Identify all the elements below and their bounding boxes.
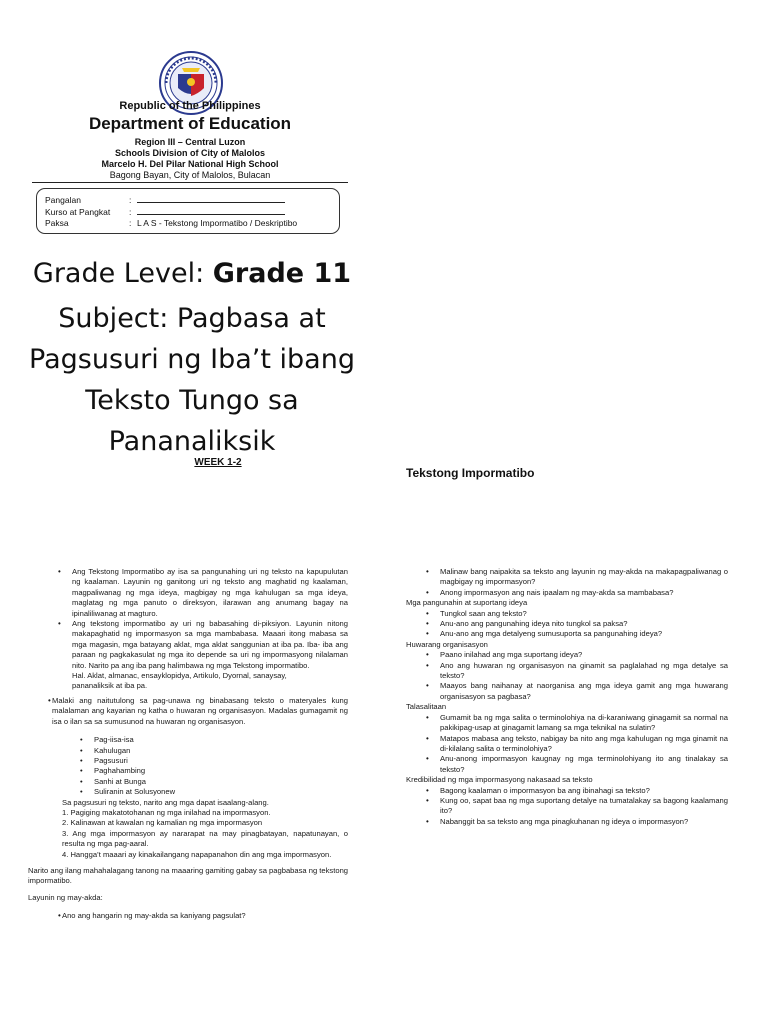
question-bullet: • Gumamit ba ng mga salita o terminolohiya na di-karaniwang ginagamit sa normal na pakikipag-usap at ginagamit lamang sa mga teknikal na sulatin?: [406, 713, 728, 734]
question-bullet: • Matapos mabasa ang teksto, nabigay ba nito ang mga kahulugan ng mga ginamit na di-kilalang salita o terminolohiya?: [406, 734, 728, 755]
header-republic: Republic of the Philippines: [119, 100, 261, 112]
header-address: Bagong Bayan, City of Malolos, Bulacan: [109, 170, 271, 180]
org-pattern-item: • Pag-iisa-isa: [70, 735, 348, 745]
question-bullet: • Tungkol saan ang teksto?: [406, 609, 728, 619]
question-bullet: • Ano ang hangarin ng may-akda sa kaniyang pagsulat?: [50, 911, 348, 921]
question-bullet: • Anu-anong impormasyon kaugnay ng mga terminolohiyang ito ang tinalakay sa teksto?: [406, 754, 728, 775]
colon: :: [129, 207, 132, 217]
question-bullet: • Ano ang huwaran ng organisasyon na ginamit sa paglalahad ng mga detalye sa teksto?: [406, 661, 728, 682]
kurso-field[interactable]: [137, 206, 285, 215]
colon: :: [129, 218, 132, 228]
paksa-value: L A S - Tekstong Impormatibo / Deskriptibo: [137, 218, 298, 228]
paragraph-bullet: • Ang Tekstong Impormatibo ay isa sa pangunahing uri ng teksto na kapupulutan ng kaalaman. Layunin ng ganitong uri ng teksto ang maghatid ng kaalaman, magpaliwanag ng mga ideya, magbigay ng mga kahulugan sa mga ideya, maglatag ng mga panuto o direksyon, ilarawan ang anumang bagay na ipinaliliwanag at magturo.: [50, 567, 348, 619]
subject-line-3: Teksto Tungo sa: [85, 385, 299, 416]
question-bullet: • Maayos bang naihanay at naorganisa ang mga ideya gamit ang mga huwarang organisasyon sa pagbasa?: [406, 681, 728, 702]
paksa-label: Paksa: [45, 218, 69, 228]
colon: :: [129, 195, 132, 205]
subject-line-1: Subject: Pagbasa at: [58, 303, 326, 334]
org-pattern-item: • Suliranin at Solusyonew: [70, 787, 348, 797]
heading-pangunahin: Mga pangunahin at suportang ideya: [406, 598, 528, 608]
pagsusuri-item: 4. Hangga’t maaari ay kinakailangang napapanahon din ang mga impormasyon.: [62, 849, 332, 859]
header-school: Marcelo H. Del Pilar National High School: [101, 159, 279, 169]
info-row-pangalan: [45, 194, 285, 205]
question-bullet: • Nabanggit ba sa teksto ang mga pinagkuhanan ng ideya o impormasyon?: [406, 817, 728, 827]
header-department: Department of Education: [88, 114, 292, 133]
question-bullet: • Bagong kaalaman o impormasyon ba ang ibinahagi sa teksto?: [406, 786, 728, 796]
org-pattern-item: • Sanhi at Bunga: [70, 777, 348, 787]
heading-kredibilidad: Kredibilidad ng mga impormasyong nakasaad sa teksto: [406, 775, 593, 785]
grade-value: Grade 11: [212, 258, 352, 289]
heading-huwarang: Huwarang organisasyon: [406, 639, 488, 649]
right-column: [406, 567, 728, 827]
grade-prefix: Grade Level:: [32, 258, 213, 289]
question-bullet: • Malinaw bang naipakita sa teksto ang layunin ng may-akda na makapagpaliwanag o magbigay ng impormasyon?: [406, 567, 728, 588]
paragraph-bullet: • Ang tekstong impormatibo ay uri ng babasahing di-piksiyon. Layunin nitong makapaghatid ng impormasyon sa mga mambabasa. Maaari itong mabasa sa mga magasin, mga batayang aklat, mga aklat sanggunian at iba pa. Iba- iba ang paraan ng pagkakasulat ng mga ito depende sa uri ng impormasyong nilalaman nito. Narito pa ang iba pang halimbawa ng mga Tekstong impormatibo.: [50, 619, 348, 671]
week-label: WEEK 1-2: [194, 457, 242, 468]
info-row-paksa: [45, 218, 297, 228]
subject-line-2: Pagsusuri ng Iba’t ibang: [29, 344, 355, 375]
kurso-label: Kurso at Pangkat: [45, 207, 111, 217]
pagsusuri-item: 3. Ang mga impormasyon ay nararapat na may pinagbatayan, napatunayan, o resulta ng mga pag-aaral.: [62, 828, 348, 849]
grade-level: [14, 258, 370, 289]
pangalan-field[interactable]: [137, 194, 285, 203]
info-row-kurso: [45, 206, 285, 217]
student-info-box: [36, 188, 340, 234]
question-bullet: • Paano inilahad ang mga suportang ideya?: [406, 650, 728, 660]
pagsusuri-item: 1. Pagiging makatotohanan ng mga inilahad na impormasyon.: [62, 807, 271, 817]
pangalan-label: Pangalan: [45, 195, 81, 205]
mga-tanong-intro: Narito ang ilang mahahalagang tanong na maaaring gamiting gabay sa pagbabasa ng tekstong impormatibo.: [28, 865, 349, 886]
question-bullet: • Kung oo, sapat baa ng mga suportang detalye na tumatalakay sa bagong kaalamang ito?: [406, 796, 728, 817]
examples-line: pananaliksik at iba pa.: [72, 681, 148, 691]
layunin-heading: Layunin ng may-akda:: [28, 892, 103, 902]
header-divider: [32, 182, 348, 183]
question-bullet: • Anong impormasyon ang nais ipaalam ng may-akda sa mambabasa?: [406, 588, 728, 598]
org-pattern-item: • Kahulugan: [70, 746, 348, 756]
pagsusuri-item: 2. Kalinawan at kawalan ng kamalian ng mga impormasyon: [62, 818, 263, 828]
question-bullet: • Anu-ano ang mga detalyeng sumusuporta sa pangunahing ideya?: [406, 629, 728, 639]
header-region: Region III – Central Luzon: [134, 137, 246, 147]
heading-talasalitaan: Talasalitaan: [406, 702, 447, 712]
question-bullet: • Anu-ano ang pangunahing ideya nito tungkol sa paksa?: [406, 619, 728, 629]
subject-line-4: Pananaliksik: [108, 426, 276, 457]
section-title: Tekstong Impormatibo: [406, 466, 535, 480]
pagsusuri-intro: Sa pagsusuri ng teksto, narito ang mga dapat isaalang-alang.: [62, 797, 269, 807]
left-column: [28, 567, 349, 922]
org-pattern-item: • Pagsusuri: [70, 756, 348, 766]
examples-line: Hal. Aklat, almanac, ensayklopidya, Artikulo, Dyornal, sanaysay,: [72, 671, 287, 681]
org-pattern-item: • Paghahambing: [70, 766, 348, 776]
subject-title: [14, 298, 370, 462]
paragraph-bullet: • Malaki ang naitutulong sa pag-unawa ng binabasang teksto o materyales kung malalaman ang kayarian ng katha o huwaran ng organisasyon. Madalas gumagamit ng isa o ilan sa sa sumusunod na huwaran ng organisasyon.: [40, 696, 348, 727]
header-division: Schools Division of City of Malolos: [114, 148, 265, 158]
